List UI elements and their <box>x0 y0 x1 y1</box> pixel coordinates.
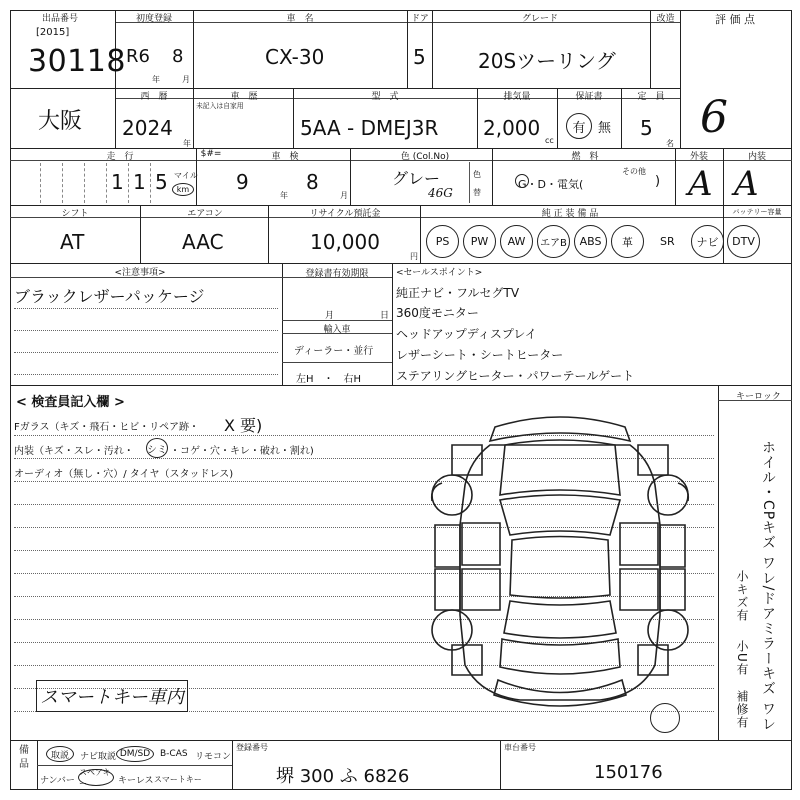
reg-no-label: 登録番号 <box>236 743 268 752</box>
sales-point-1: 純正ナビ・フルセグTV <box>396 286 520 300</box>
acc-manual: 取説 <box>46 746 74 762</box>
history-note: 未記入は自家用 <box>196 101 244 110</box>
car-diagram <box>420 405 700 715</box>
fuel-close: ) <box>655 174 661 189</box>
warranty-label: 保証書 <box>575 92 603 102</box>
frame-no-label: 車台番号 <box>504 743 536 752</box>
fuel-options: G・D・電気( <box>518 178 584 191</box>
capacity-value: 5 <box>640 116 653 140</box>
acc-spare-key: スペアキー <box>78 769 114 786</box>
interior-stain-circle: シミ <box>146 438 168 458</box>
rating-label: 評 価 点 <box>715 13 755 26</box>
glass-mark: X 要) <box>224 416 263 435</box>
interior-grade: A <box>734 164 759 204</box>
acc-dm-sd: DM/SD <box>116 746 154 762</box>
car-name: CX-30 <box>265 45 325 69</box>
lot-year: [2015] <box>36 27 70 38</box>
modified-label: 改造 <box>656 14 675 24</box>
first-reg-tsuki: 月 <box>182 75 190 84</box>
equip-sr: SR <box>660 235 675 248</box>
acc-bcas: B-CAS <box>160 749 188 759</box>
interior-label: 内装 <box>747 152 766 162</box>
import-dealer: ディーラー・並行 <box>294 346 374 357</box>
model-label: 型 式 <box>371 92 399 102</box>
mileage-label: 走 行 <box>106 152 134 162</box>
aircon-value: AAC <box>182 230 224 254</box>
mileage-digit-3: 5 <box>155 170 168 194</box>
inspection-month: 8 <box>306 170 319 194</box>
reg-validity-day: 日 <box>380 311 390 321</box>
color-change-label: 色替 <box>473 170 481 197</box>
recycle-value: 10,000 <box>310 230 380 254</box>
year-label: 西 暦 <box>140 92 168 102</box>
doors-value: 5 <box>413 45 426 69</box>
aircon-label: エアコン <box>187 209 223 219</box>
accessories-side-label: 備 品 <box>19 745 29 770</box>
equip-dtv: DTV <box>727 225 760 258</box>
rating-value: 6 <box>700 92 728 143</box>
first-reg-month: 8 <box>172 46 184 67</box>
right-notes-dent: 小U有 <box>735 640 749 676</box>
inspector-line-glass: Fガラス（キズ・飛石・ヒビ・リペア跡・ <box>14 422 200 433</box>
lot-no-label: 出品番号 <box>41 14 78 24</box>
notes-text: ブラックレザーパッケージ <box>14 287 205 306</box>
fuel-label: 燃 料 <box>571 152 599 162</box>
displacement-value: 2,000 <box>483 116 541 140</box>
displacement-label: 排気量 <box>503 92 531 102</box>
fuel-other: その他 <box>622 167 646 176</box>
equipment-label: 純 正 装 備 品 <box>541 209 599 219</box>
reg-validity-label: 登録書有効期限 <box>305 269 369 279</box>
shift-label: シフト <box>61 209 89 219</box>
import-label: 輸入車 <box>323 325 351 335</box>
battery-label: バッテリー容量 <box>732 208 782 216</box>
inspection-label: 車 検 <box>271 152 299 162</box>
sales-point-5: ステアリングヒーター・パワーテールゲート <box>396 369 635 383</box>
frame-no-value: 150176 <box>594 762 663 783</box>
inspector-line-audio: オーディオ（無し・穴）/ タイヤ（スタッドレス) <box>14 469 234 480</box>
inspector-line-interior: 内装（キズ・スレ・汚れ・ <box>14 446 134 457</box>
model-type: 5AA - DMEJ3R <box>300 116 439 140</box>
warranty-yes: 有 <box>566 113 592 139</box>
shift-value: AT <box>60 230 85 254</box>
capacity-label: 定 員 <box>637 92 665 102</box>
equip-navi: ナビ <box>691 225 724 258</box>
acc-smart-key: スマートキー <box>154 775 202 784</box>
exterior-grade: A <box>688 164 713 204</box>
spare-tire-circle <box>650 703 680 733</box>
location: 大阪 <box>38 109 83 134</box>
acc-number-plate: ナンバー <box>40 776 75 786</box>
year-unit: 年 <box>183 139 191 148</box>
lot-number: 30118 <box>28 44 126 79</box>
sales-point-4: レザーシート・シートヒーター <box>396 348 564 362</box>
displacement-unit: cc <box>545 136 554 145</box>
sales-points-label: <セールスポイント> <box>396 268 483 278</box>
right-notes-small-scratch: 小キズ有 <box>735 570 749 622</box>
first-reg-label: 初度登録 <box>135 14 172 24</box>
right-notes: ホイル・CPキズ ワレ/ドアミラーキズ ワレ <box>760 440 776 732</box>
inspector-label: < 検査員記入欄 > <box>16 395 125 410</box>
color-code: 46G <box>428 186 453 200</box>
acc-remote: リモコン <box>195 752 232 762</box>
color-label: 色 (Col.No) <box>400 152 450 162</box>
inspection-year: 9 <box>236 170 249 194</box>
grade-value: 20Sツーリング <box>478 49 616 73</box>
capacity-unit: 名 <box>666 139 674 148</box>
recycle-label: リサイクル預託金 <box>309 209 381 219</box>
equip-ps: PS <box>426 225 459 258</box>
grade-label: グレード <box>521 14 558 24</box>
mileage-digit-2: 1 <box>133 170 146 194</box>
inspector-line-interior-2: ・コゲ・穴・キレ・破れ・割れ) <box>170 446 314 457</box>
equip-leather: 革 <box>611 225 644 258</box>
smart-key-box <box>36 680 188 712</box>
fuel-g-circle <box>515 174 529 188</box>
doors-label: ドア <box>411 14 429 24</box>
car-name-label: 車 名 <box>286 14 314 24</box>
equip-abs: ABS <box>574 225 607 258</box>
import-steering: 左H ・ 右H <box>296 374 362 385</box>
acc-navi-manual: ナビ取説 <box>80 752 117 762</box>
recycle-unit: 円 <box>410 252 418 261</box>
scale-label: $#= <box>200 149 222 159</box>
mileage-mile: マイル <box>174 171 198 180</box>
reg-no-value: 堺 300 ふ 6826 <box>276 766 410 787</box>
history-label: 車 歴 <box>230 92 258 102</box>
notes-label: <注意事項> <box>114 268 166 278</box>
key-lock-label: キーロック <box>736 392 781 402</box>
first-reg-era: R6 <box>126 46 150 67</box>
sales-point-3: ヘッドアップディスプレイ <box>396 327 537 341</box>
equip-airbag: エアB <box>537 225 570 258</box>
sales-point-2: 360度モニター <box>396 306 479 320</box>
equip-pw: PW <box>463 225 496 258</box>
equip-aw: AW <box>500 225 533 258</box>
mileage-digit-1: 1 <box>111 170 124 194</box>
acc-keyless: キーレス <box>118 776 154 786</box>
smart-key-text: スマートキー車内 <box>40 687 184 708</box>
color-name: グレー <box>392 169 441 188</box>
right-notes-repair: 補修有 <box>735 690 749 729</box>
inspection-nen: 年 <box>280 191 288 200</box>
first-reg-nen: 年 <box>152 75 160 84</box>
exterior-label: 外装 <box>689 152 708 162</box>
reg-validity-month: 月 <box>325 311 335 321</box>
warranty-no: 無 <box>598 121 612 136</box>
inspection-tsuki: 月 <box>340 191 348 200</box>
mileage-km: km <box>172 183 194 196</box>
year-value: 2024 <box>122 116 173 140</box>
